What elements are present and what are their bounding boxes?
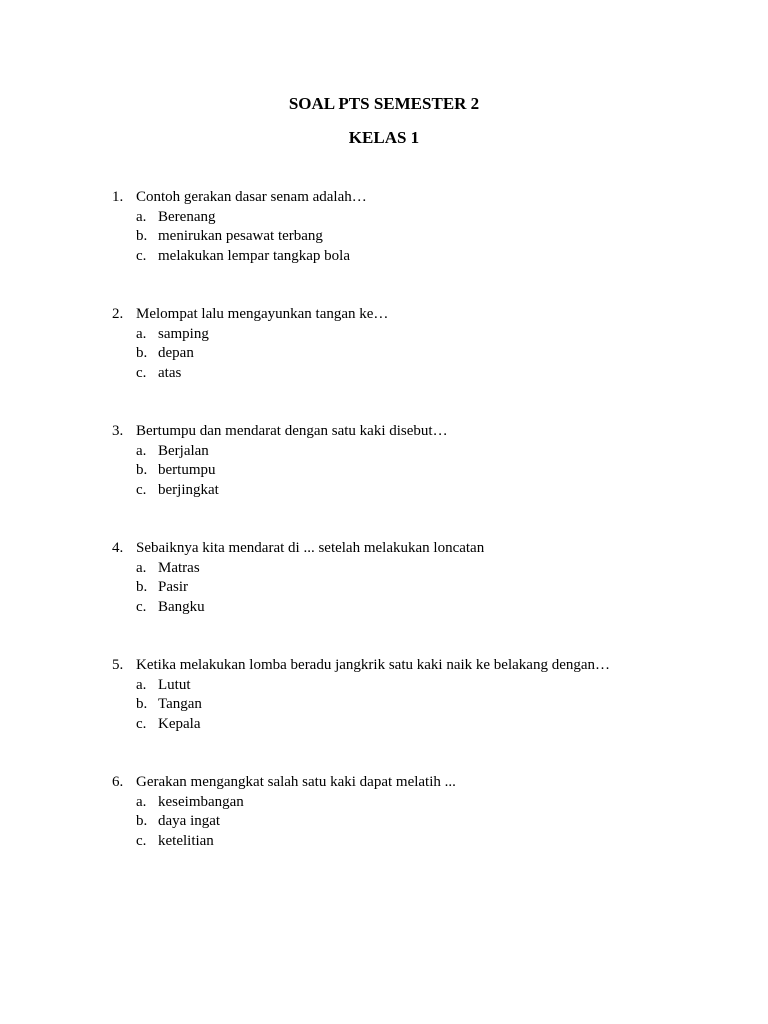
question-number: 1. bbox=[112, 189, 124, 205]
question-text: Melompat lalu mengayunkan tangan ke… bbox=[136, 306, 389, 322]
option-letter: c. bbox=[136, 481, 147, 498]
question-item bbox=[0, 539, 768, 656]
option-letter: a. bbox=[136, 559, 147, 576]
option-text: Berenang bbox=[158, 208, 216, 225]
option-letter: a. bbox=[136, 442, 147, 459]
question-text: Gerakan mengangkat salah satu kaki dapat melatih ... bbox=[136, 774, 456, 790]
question-number: 6. bbox=[112, 774, 124, 790]
document-subtitle: KELAS 1 bbox=[348, 128, 420, 147]
option-item bbox=[0, 832, 700, 852]
option-letter: c. bbox=[136, 598, 147, 615]
question-item bbox=[0, 773, 768, 890]
option-item bbox=[0, 559, 700, 579]
option-item bbox=[0, 344, 700, 364]
option-item bbox=[0, 598, 700, 618]
option-item bbox=[0, 481, 700, 501]
question-number: 4. bbox=[112, 540, 124, 556]
option-text: samping bbox=[158, 325, 209, 342]
option-letter: b. bbox=[136, 579, 148, 595]
question-item bbox=[0, 188, 768, 305]
option-text: berjingkat bbox=[158, 481, 219, 498]
question-text: Ketika melakukan lomba beradu jangkrik satu kaki naik ke belakang dengan… bbox=[136, 657, 611, 673]
question-number: 2. bbox=[112, 306, 124, 322]
option-letter: b. bbox=[136, 462, 148, 478]
option-list bbox=[0, 325, 700, 384]
option-letter: b. bbox=[136, 228, 148, 244]
option-letter: c. bbox=[136, 832, 147, 849]
option-text: atas bbox=[158, 364, 182, 381]
option-text: bertumpu bbox=[158, 462, 216, 478]
option-item bbox=[0, 812, 700, 832]
option-text: Kepala bbox=[158, 715, 201, 732]
option-text: Tangan bbox=[158, 696, 202, 712]
option-letter: a. bbox=[136, 208, 147, 225]
question-number: 5. bbox=[112, 657, 124, 673]
question-text: Bertumpu dan mendarat dengan satu kaki disebut… bbox=[136, 423, 448, 439]
option-text: daya ingat bbox=[158, 813, 221, 829]
option-letter: c. bbox=[136, 364, 147, 381]
question-item bbox=[0, 305, 768, 422]
option-item bbox=[0, 461, 700, 481]
option-letter: b. bbox=[136, 345, 148, 361]
option-item bbox=[0, 695, 700, 715]
option-item bbox=[0, 676, 700, 696]
option-item bbox=[0, 227, 700, 247]
question-item bbox=[0, 422, 768, 539]
option-text: ketelitian bbox=[158, 832, 214, 849]
question-list bbox=[0, 188, 768, 890]
option-text: keseimbangan bbox=[158, 793, 244, 810]
option-list bbox=[0, 676, 700, 735]
option-text: Berjalan bbox=[158, 442, 209, 459]
question-item bbox=[0, 656, 768, 773]
option-item bbox=[0, 442, 700, 462]
question-text: Contoh gerakan dasar senam adalah… bbox=[136, 189, 367, 205]
option-item bbox=[0, 364, 700, 384]
document-title: SOAL PTS SEMESTER 2 bbox=[288, 94, 480, 113]
option-letter: c. bbox=[136, 247, 147, 264]
option-letter: a. bbox=[136, 793, 147, 810]
option-letter: c. bbox=[136, 715, 147, 732]
option-text: Bangku bbox=[158, 598, 205, 615]
option-item bbox=[0, 247, 700, 267]
option-text: depan bbox=[158, 345, 194, 361]
option-text: Matras bbox=[158, 559, 200, 576]
option-letter: a. bbox=[136, 676, 147, 693]
option-text: Pasir bbox=[158, 579, 188, 595]
option-letter: b. bbox=[136, 696, 148, 712]
option-list bbox=[0, 208, 700, 267]
question-text: Sebaiknya kita mendarat di ... setelah melakukan loncatan bbox=[136, 540, 485, 556]
option-text: Lutut bbox=[158, 676, 191, 693]
option-list bbox=[0, 793, 700, 852]
option-letter: a. bbox=[136, 325, 147, 342]
option-list bbox=[0, 442, 700, 501]
option-letter: b. bbox=[136, 813, 148, 829]
option-text: melakukan lempar tangkap bola bbox=[158, 247, 351, 264]
option-item bbox=[0, 325, 700, 345]
option-item bbox=[0, 793, 700, 813]
option-text: menirukan pesawat terbang bbox=[158, 228, 323, 244]
question-number: 3. bbox=[112, 423, 124, 439]
option-item bbox=[0, 578, 700, 598]
option-item bbox=[0, 715, 700, 735]
option-item bbox=[0, 208, 700, 228]
option-list bbox=[0, 559, 700, 618]
